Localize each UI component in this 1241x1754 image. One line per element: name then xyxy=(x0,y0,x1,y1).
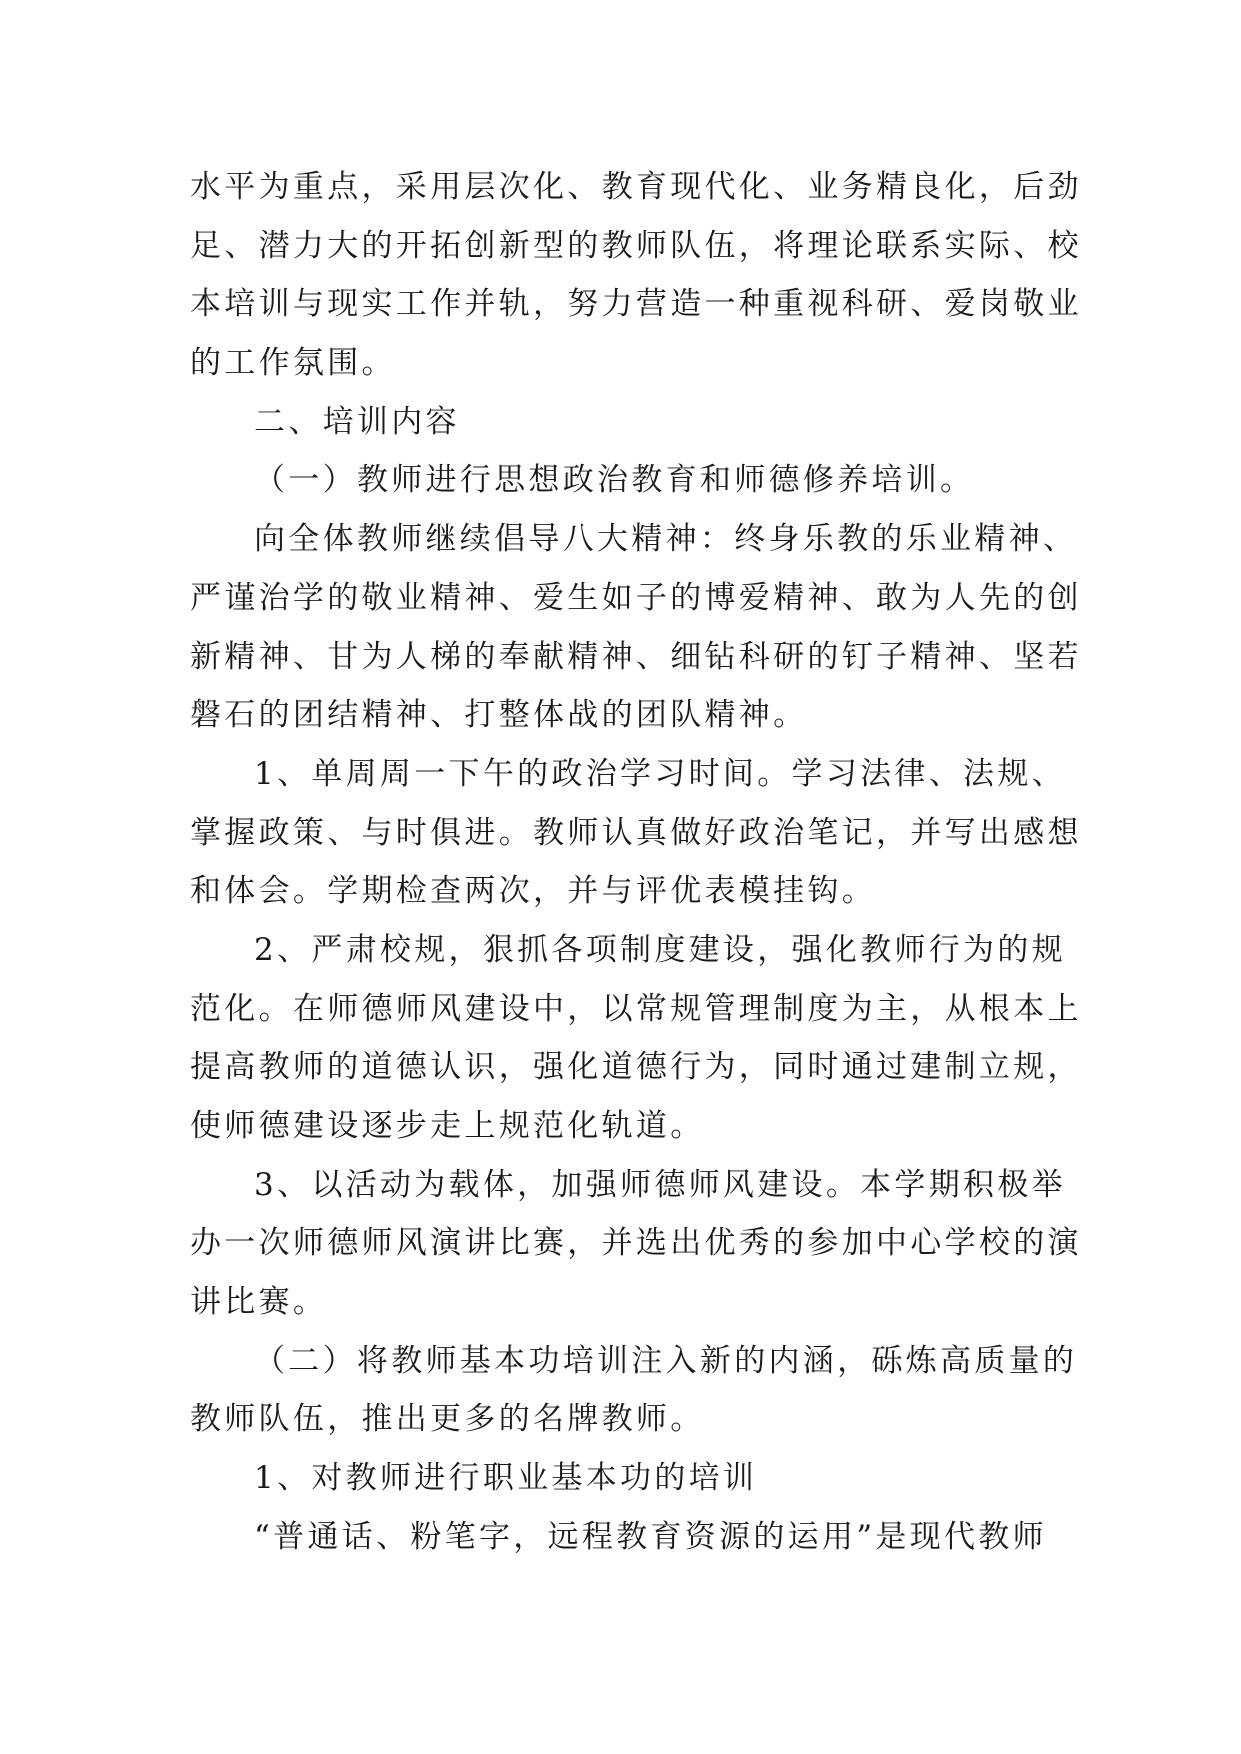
list-item-start: 1、单周周一下午的政治学习时间。学习法律、法规、 xyxy=(254,755,1066,792)
paragraph-start: 向全体教师继续倡导八大精神：终身乐教的乐业精神、 xyxy=(254,521,1078,558)
text-line: 足、潜力大的开拓创新型的教师队伍，将理论联系实际、校 xyxy=(190,227,1082,264)
text-line: 讲比赛。 xyxy=(190,1284,328,1321)
subsection-heading: （二）将教师基本功培训注入新的内涵，砾炼高质量的 xyxy=(254,1342,1078,1379)
subsection-heading: （一）教师进行思想政治教育和师德修养培训。 xyxy=(254,462,975,499)
text-line: 水平为重点，采用层次化、教育现代化、业务精良化，后劲 xyxy=(190,169,1082,205)
list-item-start: 3、以活动为载体，加强师德师风建设。本学期积极举 xyxy=(254,1166,1066,1203)
section-heading: 二、培训内容 xyxy=(254,403,460,440)
paragraph-start: “普通话、粉笔字，远程教育资源的运用”是现代教师 xyxy=(254,1518,1047,1555)
text-line: 使师德建设逐步走上规范化轨道。 xyxy=(190,1108,705,1144)
text-line: 新精神、甘为人梯的奉献精神、细钻科研的钉子精神、坚若 xyxy=(190,638,1082,675)
text-line: 严谨治学的敬业精神、爱生如子的博爱精神、敢为人先的创 xyxy=(190,579,1082,616)
list-item-start: 1、对教师进行职业基本功的培训 xyxy=(254,1460,758,1497)
document-body xyxy=(190,158,1082,1567)
text-line: 磐石的团结精神、打整体战的团队精神。 xyxy=(190,697,808,734)
text-line: 教师队伍，推出更多的名牌教师。 xyxy=(190,1401,705,1438)
text-line: 的工作氛围。 xyxy=(190,345,396,382)
list-item-start: 2、严肃校规，狠抓各项制度建设，强化教师行为的规 xyxy=(254,931,1066,968)
text-line: 掌握政策、与时俱进。教师认真做好政治笔记，并写出感想 xyxy=(190,814,1082,851)
text-line: 本培训与现实工作并轨，努力营造一种重视科研、爱岗敬业 xyxy=(190,286,1082,323)
text-line: 提高教师的道德认识，强化道德行为，同时通过建制立规， xyxy=(190,1049,1082,1086)
text-line: 和体会。学期检查两次，并与评优表模挂钩。 xyxy=(190,873,876,910)
text-line: 范化。在师德师风建设中，以常规管理制度为主，从根本上 xyxy=(190,990,1082,1027)
text-line: 办一次师德师风演讲比赛，并选出优秀的参加中心学校的演 xyxy=(190,1225,1082,1262)
